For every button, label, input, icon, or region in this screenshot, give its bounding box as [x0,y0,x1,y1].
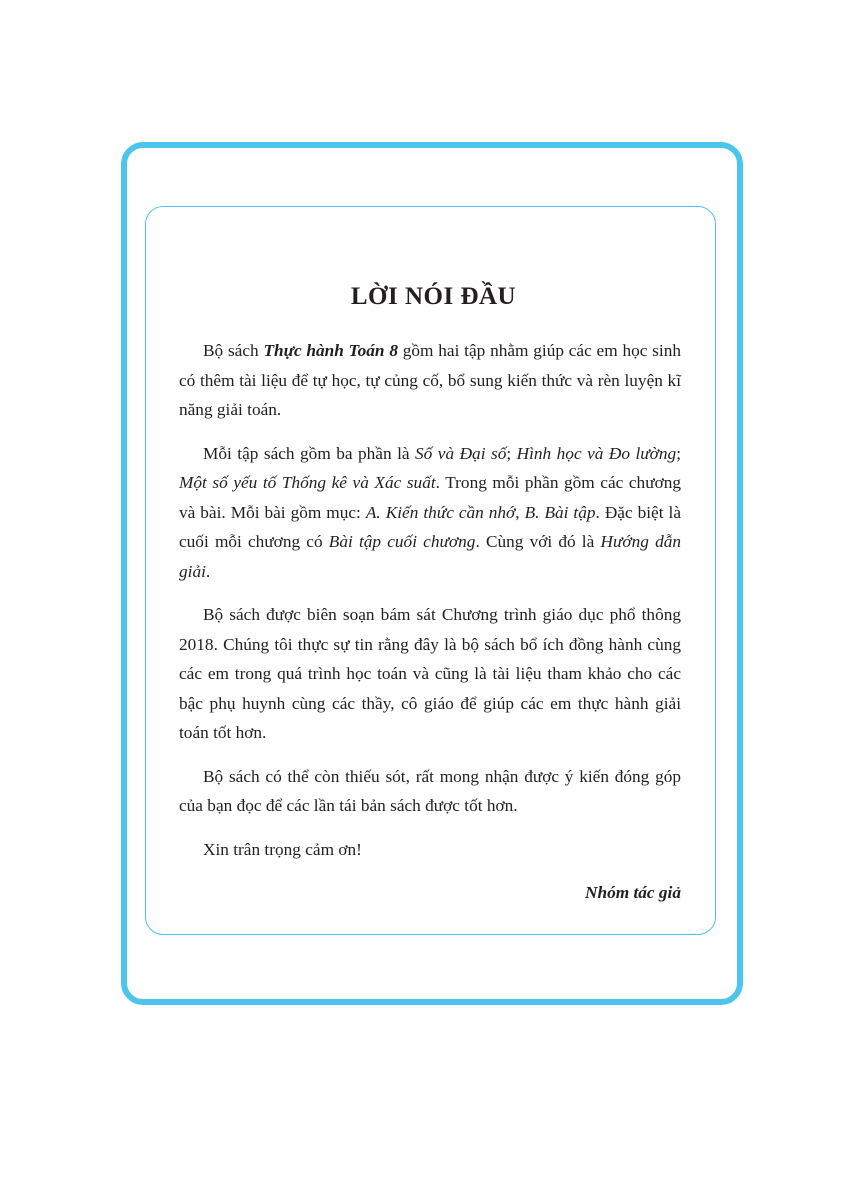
item-name: B. Bài tập [524,502,596,522]
text-run: , [515,502,525,522]
text-run: ; [506,443,517,463]
signature: Nhóm tác giả [584,883,681,902]
text-run: . Đặc biệt là cuối mỗi chương có [179,502,681,551]
paragraph-3 [179,600,681,748]
text-run: . Trong mỗi phần gồm các chương và bài. Mỗi bài gồm mục: [179,473,681,522]
text-run: Bộ sách [203,341,264,360]
preface-body [179,336,681,908]
text-run: Bộ sách được biên soạn bám sát Chương trình giáo dục phổ thông 2018. Chúng tôi thực sự tin rằng đây là bộ sách bổ ích đồng hành cùng các em trong quá trình học toán và cũng là tài liệu tham khảo cho các bậc phụ huynh cùng các thầy, cô giáo để giúp các em thực hành giải toán tốt hơn. [179,605,681,742]
text-run: gồm hai tập nhằm giúp các em học sinh có thêm tài liệu để tự học, tự củng cố, bổ sung kiến thức và rèn luyện kĩ năng giải toán. [179,341,681,419]
paragraph-2 [179,439,681,587]
item-name: Hướng dẫn giải [179,532,681,581]
page-title: LỜI NÓI ĐẦU [350,283,517,310]
section-name: Hình học và Đo lường [516,443,677,463]
section-name: Số và Đại số [415,443,507,463]
paragraph-5 [179,835,681,865]
text-run: . [205,561,211,581]
book-title: Thực hành Toán 8 [263,341,398,360]
paragraph-1 [179,336,681,425]
text-run: ; [676,443,682,463]
text-run: Mỗi tập sách gồm ba phần là [203,443,416,463]
item-name: A. Kiến thức cần nhớ [365,502,516,522]
text-run: . Cùng với đó là [475,532,601,551]
text-run: Bộ sách có thể còn thiếu sót, rất mong nhận được ý kiến đóng góp của bạn đọc để các lần tái bản sách được tốt hơn. [179,766,681,815]
text-run: Xin trân trọng cảm ơn! [203,839,362,859]
paragraph-4 [179,762,681,821]
section-name: Một số yếu tố Thống kê và Xác suất [179,473,436,492]
item-name: Bài tập cuối chương [328,532,476,551]
